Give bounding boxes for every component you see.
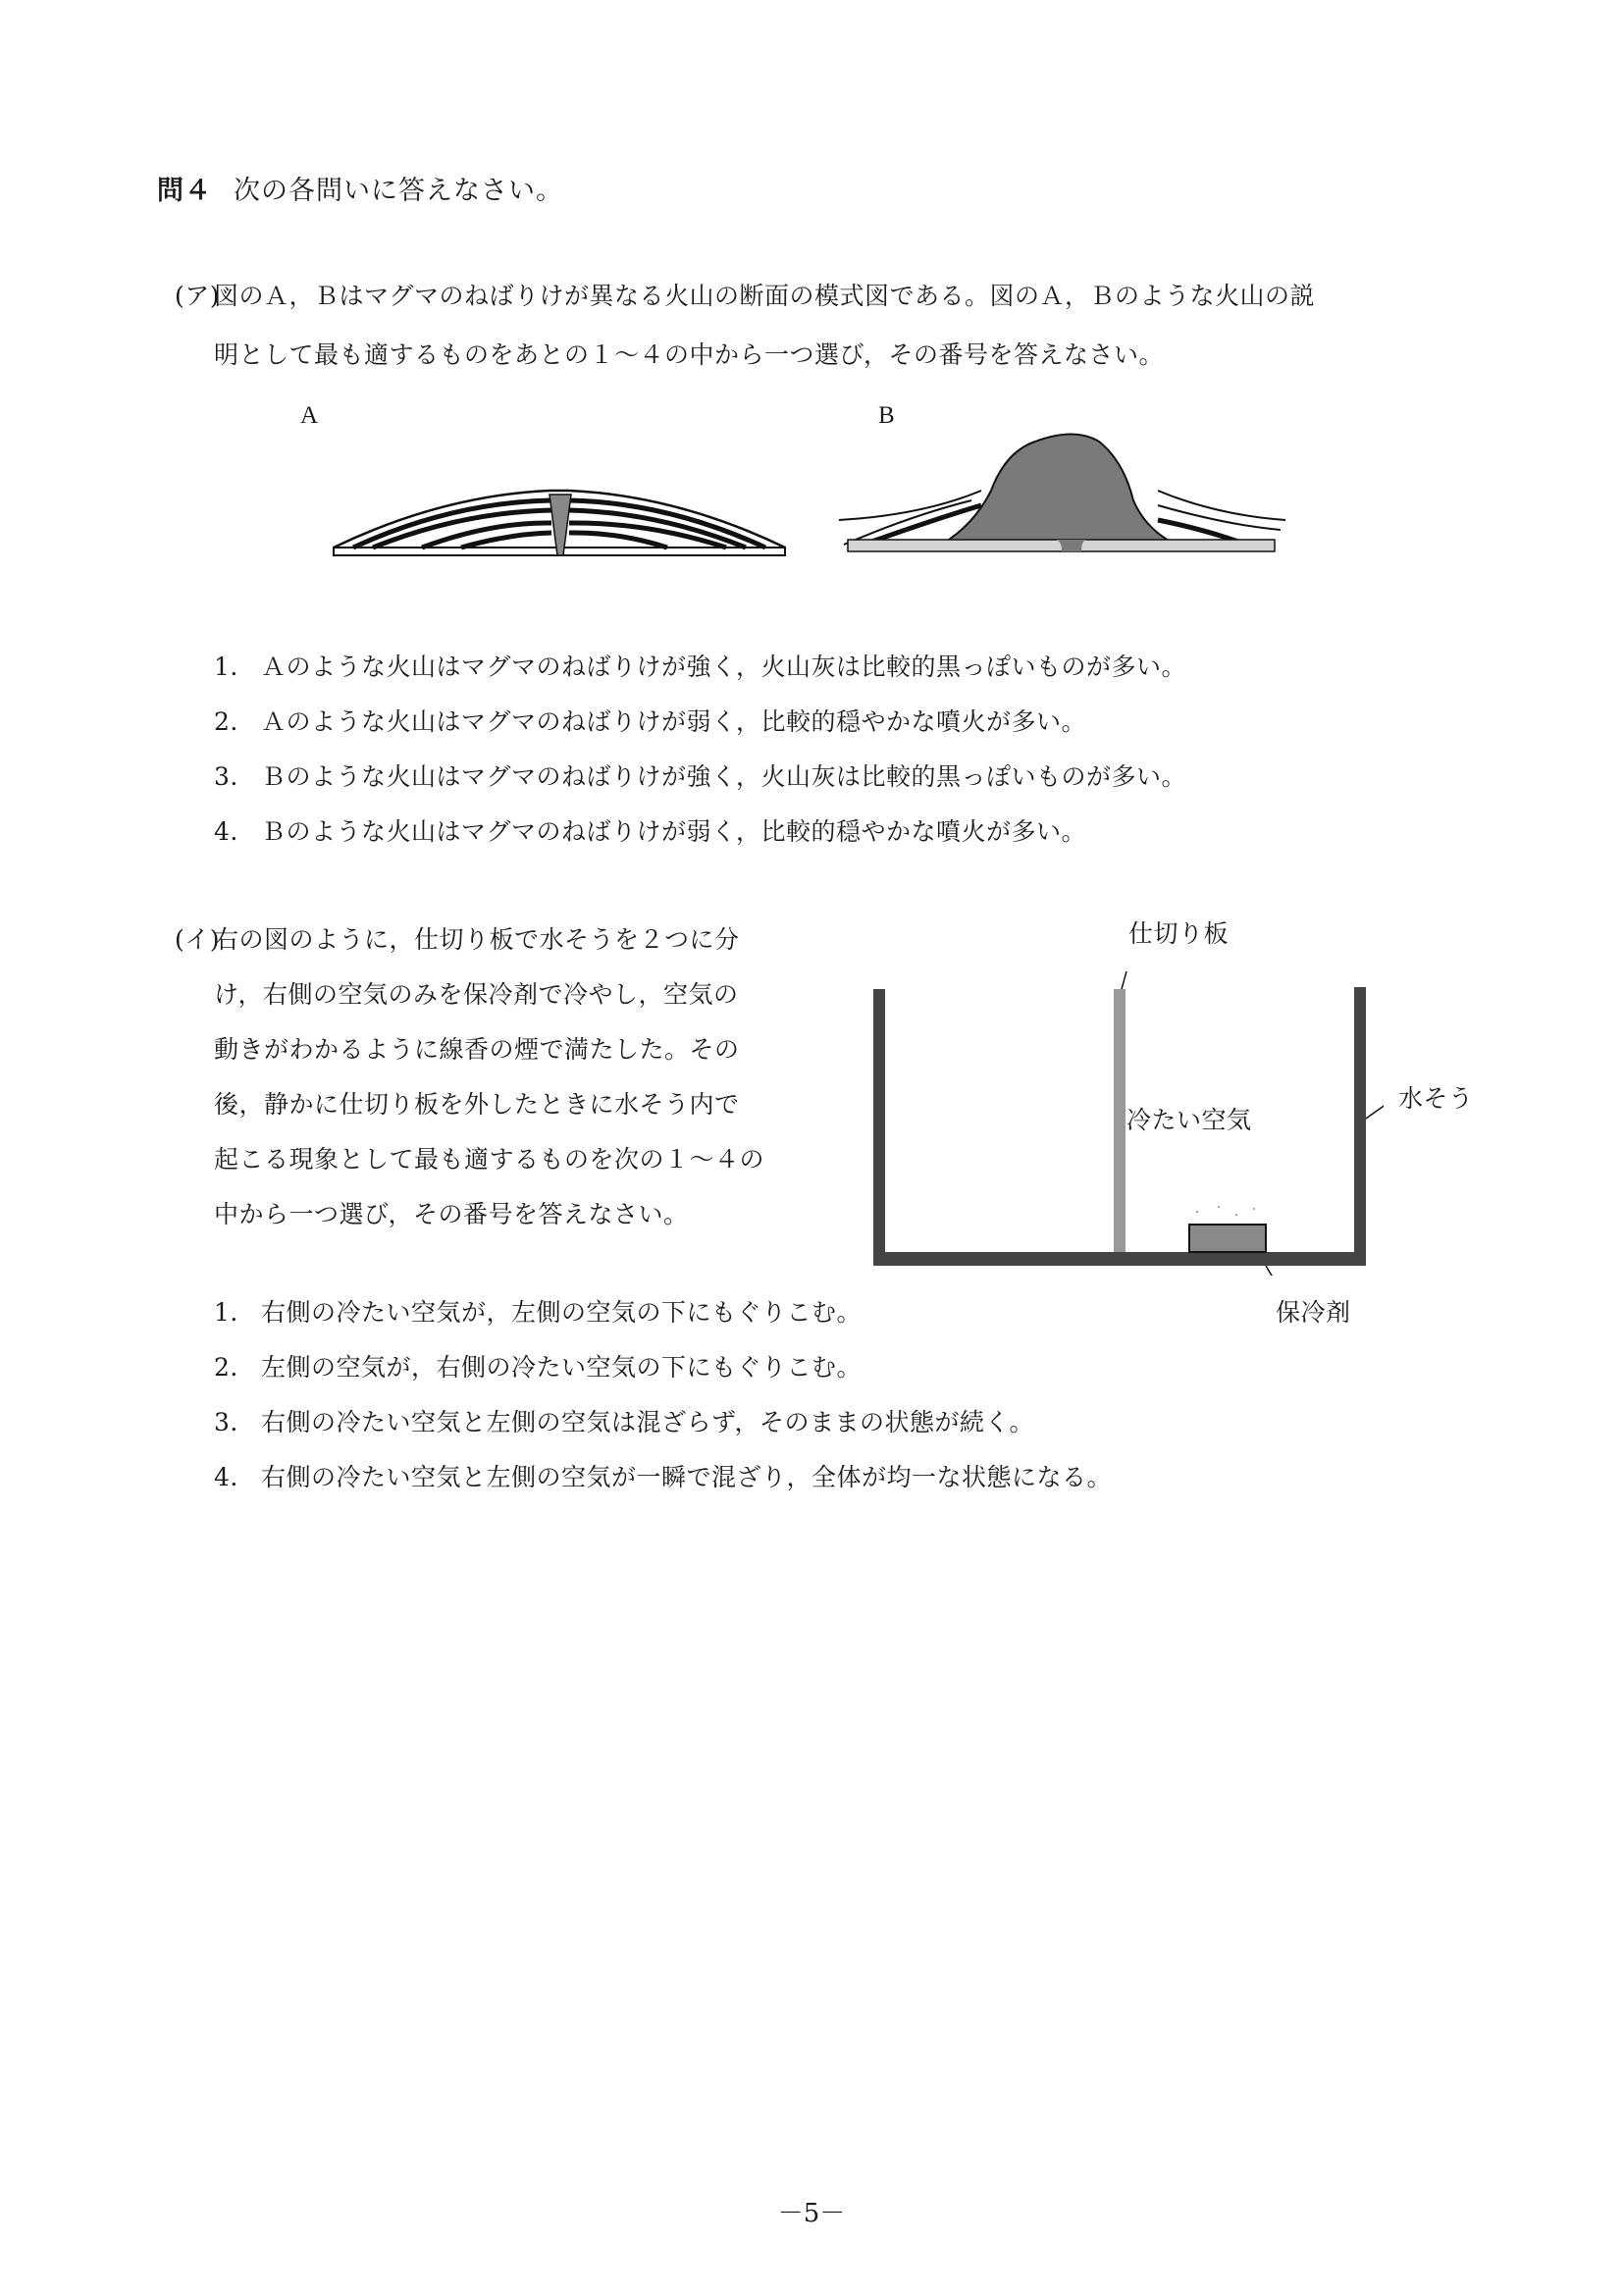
option-text: Ａのような火山はマグマのねばりけが強く，火山灰は比較的黒っぽいものが多い。 <box>261 652 1187 681</box>
part-a-option-4[interactable] <box>214 812 1086 848</box>
part-b-prompt-line4: 後，静かに仕切り板を外したときに水そう内で <box>214 1090 740 1119</box>
option-text: 右側の冷たい空気と左側の空気は混ざらず，そのままの状態が続く。 <box>261 1408 1035 1436</box>
lava-layer <box>569 533 667 548</box>
partition-leader-line <box>1122 971 1131 989</box>
part-a-prompt-line2: 明として最も適するものをあとの１～４の中から一つ選び，その番号を答えなさい。 <box>214 340 1165 369</box>
option-number: 3. <box>214 762 238 791</box>
part-b-option-2[interactable] <box>214 1348 862 1383</box>
option-number: 2. <box>214 1353 238 1382</box>
tank-label: 水そう <box>1398 1084 1474 1113</box>
tank-right-wall <box>1354 987 1366 1266</box>
tank-bottom <box>873 1252 1366 1266</box>
tank-left-wall <box>873 989 885 1266</box>
part-a-option-2[interactable] <box>214 703 1086 738</box>
part-a-option-1[interactable] <box>214 648 1186 683</box>
option-number: 1. <box>214 1298 238 1327</box>
option-text: Ｂのような火山はマグマのねばりけが強く，火山灰は比較的黒っぽいものが多い。 <box>261 762 1187 791</box>
figure-a-label: A <box>300 402 319 429</box>
part-b-option-4[interactable] <box>214 1458 1112 1493</box>
partition-label: 仕切り板 <box>1128 919 1230 948</box>
option-number: 4. <box>214 1463 238 1491</box>
volcano-a-vent <box>550 495 571 555</box>
option-number: 1. <box>214 652 238 681</box>
part-b-label: (イ) <box>175 925 221 954</box>
option-text: 右側の冷たい空気が，左側の空気の下にもぐりこむ。 <box>261 1298 863 1327</box>
question-number: 問４ <box>157 176 212 206</box>
ice-pack <box>1189 1225 1266 1252</box>
option-text: Ａのような火山はマグマのねばりけが弱く，比較的穏やかな噴火が多い。 <box>261 707 1087 736</box>
ice-pack-label: 保冷剤 <box>1276 1298 1351 1327</box>
part-b-prompt-line1 <box>175 920 740 956</box>
part-b-text-1: 右の図のように，仕切り板で水そうを２つに分 <box>214 925 740 954</box>
ice-pack-leader-line <box>1266 1266 1278 1276</box>
option-text: 左側の空気が，右側の冷たい空気の下にもぐりこむ。 <box>261 1353 863 1382</box>
option-number: 3. <box>214 1408 238 1436</box>
volcano-b-layer <box>839 491 981 520</box>
lava-dome <box>932 435 1187 550</box>
volcano-b-layer <box>1158 491 1285 520</box>
tank-leader-line <box>1366 1099 1384 1119</box>
figure-b-label: B <box>878 402 895 429</box>
option-text: 右側の冷たい空気と左側の空気が一瞬で混ざり，全体が均一な状態になる。 <box>261 1463 1113 1491</box>
part-b-option-3[interactable] <box>214 1403 1034 1438</box>
partition-board <box>1114 989 1126 1252</box>
option-text: Ｂのような火山はマグマのねばりけが弱く，比較的穏やかな噴火が多い。 <box>261 817 1087 846</box>
part-a-prompt-line1 <box>175 277 1315 312</box>
option-number: 4. <box>214 817 238 846</box>
part-b-prompt-line2: け，右側の空気のみを保冷剤で冷やし，空気の <box>214 980 739 1009</box>
part-b-prompt-line6: 中から一つ選び，その番号を答えなさい。 <box>214 1200 689 1228</box>
part-b-prompt-line3: 動きがわかるように線香の煙で満たした。その <box>214 1035 740 1064</box>
option-number: 2. <box>214 707 238 736</box>
part-b-prompt-line5: 起こる現象として最も適するものを次の１～４の <box>214 1145 765 1174</box>
part-a-option-3[interactable] <box>214 757 1186 793</box>
volcano-a-diagram <box>324 471 795 569</box>
page-number: －5－ <box>777 2199 846 2228</box>
question-header <box>157 169 563 207</box>
volcano-b-diagram <box>834 412 1305 569</box>
question-instruction: 次の各問いに答えなさい。 <box>234 176 563 206</box>
lava-layer <box>461 533 551 548</box>
part-a-text-1: 図のＡ，Ｂはマグマのねばりけが異なる火山の断面の模式図である。図のＡ，Ｂのような火山の説 <box>214 282 1316 310</box>
cold-air-label: 冷たい空気 <box>1126 1106 1252 1134</box>
part-b-option-1[interactable] <box>214 1293 862 1329</box>
part-a-label: (ア) <box>175 282 221 310</box>
